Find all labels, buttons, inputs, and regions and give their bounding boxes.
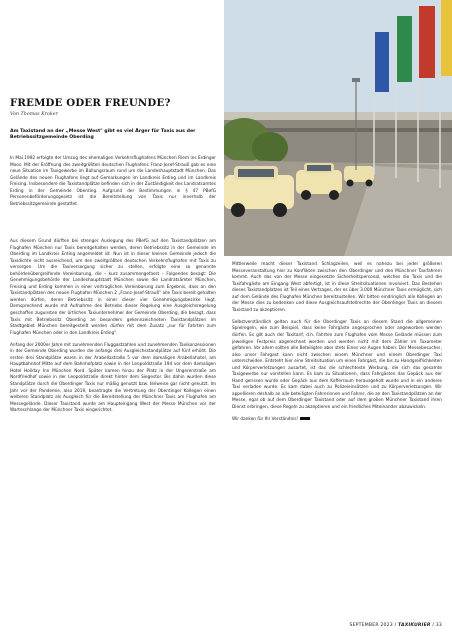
paragraph: Anfang der 2000er Jahre mit zunehmenden Fluggastzahlen und zunehmenden Taxikonzessionen in der Gemeinde Oberding wurden die anfangs drei Ausgleichsstandplätze auf fünf erhöht. Die ersten drei Standplätze waren in der Arabellastraße 5 vor dem damaligen Arabellahotel, am Hauptbahnhof Mitte auf dem Bahnhofplatz sowie in der Leopoldstraße 194 vor dem damaligen Hotel Holiday Inn München Nord. Später kamen hinzu der Platz in der Ungererstraße am Nordfriedhof sowie in der Leopoldstraße direkt hinter dem Siegestor. Bis dahin wurden diese Standplätze durch die Oberdinger Taxis nur mäßig genutzt bzw. teilweise gar nicht genutzt. Im Jahr vor der Pandemie, also 2019, beantragte die Vertretung der Oberdinger Kollegen einen weiteren Standplatz als Ausgleich für die Bereitstellung der Münchner Taxis am Flughafen am Messegelände. Dieser Taxistand wurde am Haupteingang West der Messe München vor der Warteschlange der Münchner Taxis eingerichtet. [10,342,216,414]
paragraph: Selbstverständlich gelten auch für die Oberdinger Taxis an diesem Stand die allgemeinen Spielregeln, wie zum Beispiel, dass keine Fahrgäste angesprochen oder angeworben werden dürfen. Es gilt auch der Taxitarif, d.h. Fahrten zum Flughafen vom Messe Gelände müssen zum jeweiligen Festpreis abgerechnet werden und werden nicht mit dem Zähler im Taxameter gefahren. Vor allem sollten alle Beteiligten aber stets Eines vor Augen haben: Der Messebesucher, also unser Fahrgast kann nicht zwischen einem Münchner und einem Oberdinger Taxi unterscheiden. Entsteht hier eine Streitsituation um einen Fahrgast, die bis zu Handgreiflichkeiten und Körperverletzungen ausartet, ist das die schlechteste Werbung, die sich das gesamte Taxigewerbe nur vorstellen kann. Es kam zu Situationen, dass Fahrgästen das Gepäck aus der Hand gerissen wurde oder Gepäck aus dem Kofferraum herausgeholt wurde und in ein anderes Taxi verladen wurde. Es kam dabei auch zu Polizeieinsätzen und zu Körperverletzungen. Wir appellieren deshalb an alle beteiligten Fahrerinnen und Fahrer, die an den Taxistandplätzen an der Messe, egal ob auf dem Oberdinger Taxistand oder auf dem großen Münchner Taxistand ihren Dienst erbringen, diese Regeln zu akzeptieren und ein friedliches Miteinander abzuwickeln. [232,319,442,410]
closing-paragraph [232,417,442,424]
footer-separator: / [432,623,435,628]
magazine-name: TAXIKURIER [398,623,431,628]
page-number: 33 [435,623,442,628]
closing-text: Wir danken für Ihr Verständnis! [232,417,299,423]
issue-date: SEPTEMBER 2023 [349,623,393,628]
taxi-rank-illustration [224,0,452,256]
footer-separator: / [394,623,397,628]
article-byline: Von Thomas Kroker [10,112,58,117]
article-column-2 [232,262,442,429]
paragraph: Aus diesem Grund dürften bei strenger Auslegung des PBefG auf den Taxistandplätzen am Flughafen München nur Taxis bereitgehalten werden, deren Betriebssitz in der Gemeinde im Oberding im Landkreis Erding angemeldet ist. Nun ist in dieser kleinen Gemeinde jedoch die Taxidichte nicht ausreichend, um den zweitgrößten deutschen Verkehrsflughafen mit Taxis zu versorgen. Um die Taxiversorgung sicher zu stellen, erfolgte eine so genannte behördenübergreifende Vereinbarung, die – kurz zusammengefasst – Folgendes besagt: Die Genehmigungsbehörde der Landeshauptstadt München sowie die Landratsämter München, Freising und Erding kommen in einer vertraglichen Vereinbarung zum Ergebnis, dass an den Taxistandplätzen des neuen Flughafen München 2 „Franz-Josef-Strauß" alle Taxis bereit gehalten werden dürfen, deren Betriebssitz in einer dieser vier Genehmigungsbezirke liegt. Demsprechend wurde mit Aufnahme des Betriebs dieser Regelung eine Ausgleichsregelung geschaffen zugunsten der örtlichen Taxiunternehmer der Gemeinde Oberding, die besagt, dass Taxis mit Betriebssitz Oberding an besonders gekennzeichneten Taxistandplätzen im Stadtgebiet München bereitgestellt werden dürfen mit dem Zusatz „nur für Fahrten zum Flughafen München oder in den Landkreis Erding". [10,239,216,336]
article-column-1 [10,156,216,214]
article-photo [224,0,452,256]
end-of-article-mark [300,417,310,420]
page-footer [349,623,442,628]
paragraph: In Mai 1992 erfolgte der Umzug des ehemaligen Verkehrsflughafens München Riem ins Erdinger Moos. Mit der Eröffnung des zweitgrößten deutschen Flughafens Franz-Josef-Strauß gab es eine neue Situation im Taxigewerbe im Ballungsraum rund um die Landeshauptstadt München. Das Gelände des neuen Flughafens liegt auf Gemarkungen im Landkreis Erding und im Landkreis Freising. Insbesondere die Taxistandplätze befinden sich in der Zuständigkeit des Landratsamtes Erding in der Gemeinde Oberding. Aufgrund der Bestimmungen in § 47 PBefG Personenbeförderungsgesetz ist die Bereitstellung von Taxis nur innerhalb der Betriebssitzgemeinde gestattet. [10,156,216,207]
tree-icon [252,132,288,164]
paragraph: Mittlerweile macht dieser Taxistand Schlagzeilen, weil es nahezu bei jeder größeren Messeveranstaltung hier zu Konflikten zwischen den Oberdinger und den Münchner Taxifahrern kommt. Auch das von der Messe eingesetzte Sicherheitspersonal, welches die Taxis und die Taxifahrgäste am Eingang West abfertigt, ist in diese Streitsituationen involviert. Das Bestehen dieses Taxistandplatzes ist Teil eines Vertrages, der es über 3.000 Münchner Taxis ermöglicht, sich auf dem Gelände des Flughafen München bereitzustellen. Wir bitten eindringlich alle Kollegen an der Messe dies zu bedenken und diese Ausgleichsaufstellrechte der Oberdinger Taxis an diesem Taxistand zu akzeptieren. [232,262,442,313]
article-column-1-continued [10,239,216,420]
article-lead: Am Taxistand an der „Messe West" gibt es viel Ärger für Taxis aus der Betriebssitzgemeinde Oberding [10,129,196,141]
article-headline: FREMDE ODER FREUNDE? [10,97,171,109]
